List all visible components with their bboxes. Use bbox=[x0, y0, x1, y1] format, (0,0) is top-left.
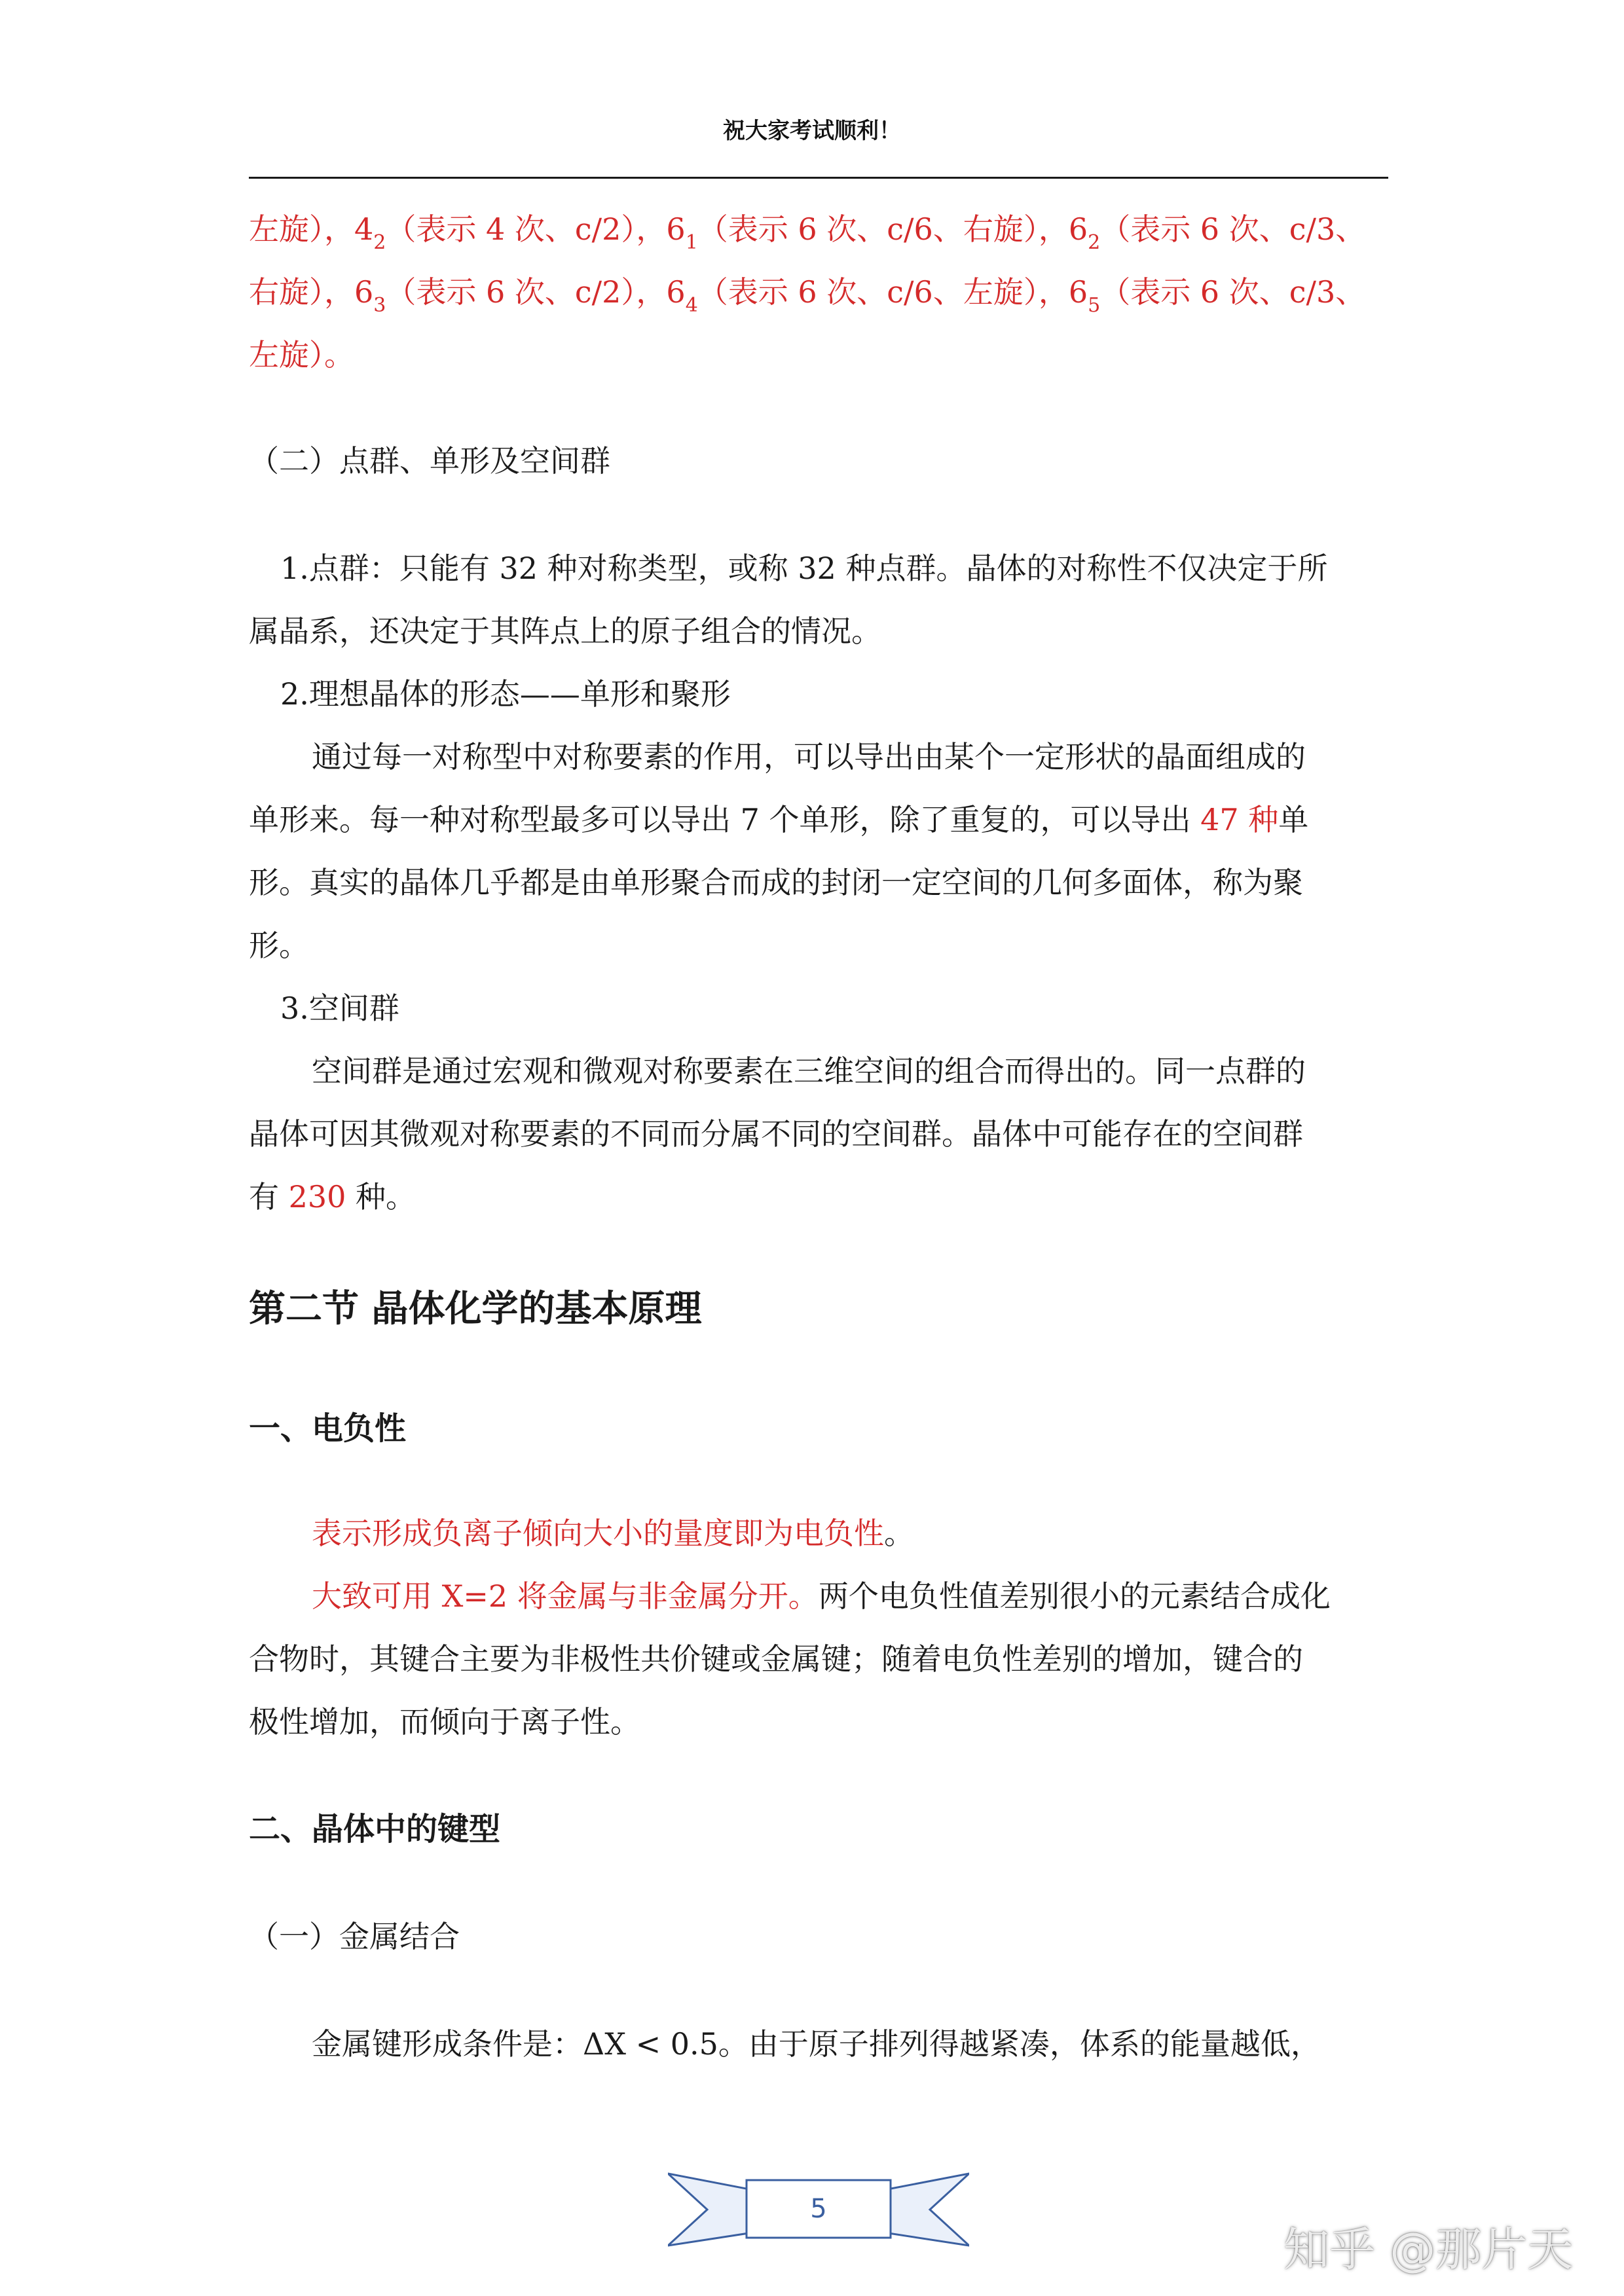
notation-line-3 bbox=[249, 334, 354, 376]
text: （表示 6 次、c/6、左旋），6 bbox=[697, 274, 1088, 310]
text: （表示 6 次、c/6、右旋），6 bbox=[697, 211, 1088, 247]
paragraph-electronegativity-line-4: 极性增加，而倾向于离子性。 bbox=[249, 1704, 640, 1740]
subheading-space-groups: 3.空间群 bbox=[280, 991, 399, 1026]
subscript: 2 bbox=[373, 231, 386, 254]
section-title-crystal-chemistry: 第二节 晶体化学的基本原理 bbox=[249, 1288, 702, 1330]
section-heading-point-groups: （二）点群、单形及空间群 bbox=[249, 443, 610, 479]
text: 单 bbox=[1278, 802, 1309, 837]
text: （表示 6 次、c/3、 bbox=[1100, 211, 1366, 247]
subscript: 2 bbox=[1088, 231, 1101, 254]
highlight-count: 230 bbox=[288, 1179, 346, 1214]
paragraph-forms-line-4: 形。 bbox=[249, 928, 309, 963]
text: 有 bbox=[249, 1179, 289, 1214]
text: （表示 4 次、c/2），6 bbox=[386, 211, 686, 247]
subscript: 1 bbox=[685, 231, 698, 254]
text: 种。 bbox=[346, 1179, 416, 1214]
highlight-count: 47 种 bbox=[1200, 802, 1279, 837]
text: 单形来。每一种对称型最多可以导出 7 个单形，除了重复的，可以导出 bbox=[249, 802, 1201, 837]
paragraph-point-group-line-2: 属晶系，还决定于其阵点上的原子组合的情况。 bbox=[249, 613, 881, 649]
subscript: 3 bbox=[373, 294, 386, 317]
banner-right-ribbon bbox=[884, 2174, 969, 2246]
paragraph-point-group-line-1: 1.点群：只能有 32 种对称类型，或称 32 种点群。晶体的对称性不仅决定于所 bbox=[280, 551, 1328, 586]
notation-line-1 bbox=[249, 208, 1365, 255]
heading-electronegativity: 一、电负性 bbox=[249, 1410, 407, 1447]
paragraph-forms-line-2 bbox=[249, 799, 1308, 841]
heading-metallic-bonding: （一）金属结合 bbox=[249, 1919, 460, 1954]
paragraph-space-group-line-2: 晶体可因其微观对称要素的不同而分属不同的空间群。晶体中可能存在的空间群 bbox=[249, 1116, 1303, 1152]
paragraph-space-group-line-3 bbox=[249, 1176, 416, 1218]
paragraph-forms-line-3: 形。真实的晶体几乎都是由单形聚合而成的封闭一定空间的几何多面体，称为聚 bbox=[249, 865, 1303, 900]
subheading-ideal-crystal-forms: 2.理想晶体的形态——单形和聚形 bbox=[280, 676, 731, 712]
highlight-rule: 大致可用 X=2 将金属与非金属分开。 bbox=[312, 1578, 819, 1614]
paragraph-electronegativity-line-2 bbox=[312, 1575, 1331, 1617]
header-divider bbox=[249, 177, 1388, 179]
subscript: 5 bbox=[1088, 294, 1101, 317]
paragraph-electronegativity-line-3: 合物时，其键合主要为非极性共价键或金属键；随着电负性差别的增加，键合的 bbox=[249, 1641, 1303, 1677]
paragraph-space-group-line-1: 空间群是通过宏观和微观对称要素在三维空间的组合而得出的。同一点群的 bbox=[312, 1053, 1306, 1089]
heading-bond-types: 二、晶体中的键型 bbox=[249, 1811, 501, 1848]
paragraph-metallic-line-1: 金属键形成条件是：ΔX < 0.5。由于原子排列得越紧凑，体系的能量越低， bbox=[312, 2026, 1321, 2062]
highlight-definition: 表示形成负离子倾向大小的量度即为电负性 bbox=[312, 1516, 884, 1551]
text: （表示 6 次、c/2），6 bbox=[386, 274, 686, 310]
text: 右旋），6 bbox=[249, 274, 374, 310]
banner-left-ribbon bbox=[668, 2174, 753, 2246]
page-number: 5 bbox=[810, 2194, 827, 2224]
watermark: 知乎 @那片天 bbox=[1283, 2223, 1574, 2276]
subscript: 4 bbox=[685, 294, 698, 317]
notation-line-2 bbox=[249, 271, 1365, 318]
text: （表示 6 次、c/3、 bbox=[1100, 274, 1366, 310]
paragraph-forms-line-1: 通过每一对称型中对称要素的作用，可以导出由某个一定形状的晶面组成的 bbox=[312, 739, 1306, 774]
text: 左旋），4 bbox=[249, 211, 374, 247]
text: 左旋）。 bbox=[249, 337, 354, 373]
page-header-title: 祝大家考试顺利！ bbox=[723, 118, 901, 144]
paragraph-electronegativity-line-1 bbox=[312, 1512, 914, 1554]
text: 两个电负性值差别很小的元素结合成化 bbox=[818, 1578, 1331, 1614]
text: 。 bbox=[884, 1516, 914, 1551]
